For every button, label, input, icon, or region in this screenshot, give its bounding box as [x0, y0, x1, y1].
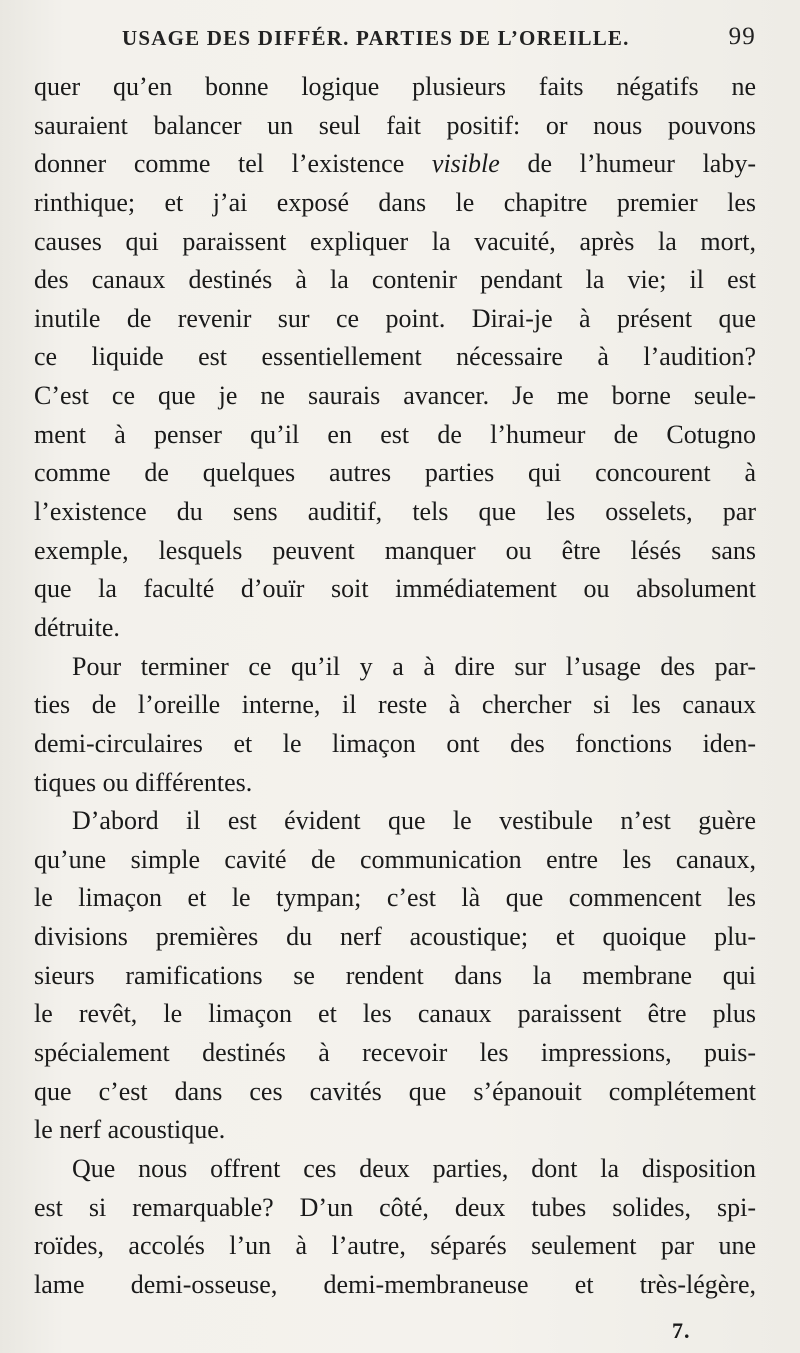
text-segment: donner comme tel l’existence — [34, 149, 432, 179]
text-line: inutile de revenir sur ce point. Dirai-je à présent que — [34, 303, 756, 333]
text-line: C’est ce que je ne saurais avancer. Je me borne seule- — [34, 381, 756, 411]
body-text — [34, 68, 756, 1305]
text-line: sauraient balancer un seul fait positif: or nous pouvons — [34, 110, 756, 140]
text-line: lame demi-osseuse, demi-membraneuse et très-légère, — [34, 1269, 756, 1299]
text-line: roïdes, accolés l’un à l’autre, séparés seulement par une — [34, 1231, 756, 1261]
text-line: sieurs ramifications se rendent dans la membrane qui — [34, 960, 756, 990]
paragraph-end-line: le nerf acoustique. — [34, 1115, 226, 1145]
text-line: est si remarquable? D’un côté, deux tubes solides, spi- — [34, 1192, 756, 1222]
text-line: ment à penser qu’il en est de l’humeur de Cotugno — [34, 419, 756, 449]
emphasized-word: visible — [431, 149, 500, 179]
paragraph-start-line: Que nous offrent ces deux parties, dont la disposition — [72, 1153, 756, 1183]
text-line: des canaux destinés à la contenir pendant la vie; il est — [34, 265, 756, 295]
text-line: demi-circulaires et le limaçon ont des fonctions iden- — [34, 728, 756, 758]
paragraph-end-line: détruite. — [34, 612, 120, 642]
paragraph-start-line: Pour terminer ce qu’il y a à dire sur l’usage des par- — [72, 651, 756, 681]
text-line: divisions premières du nerf acoustique; et quoique plu- — [34, 922, 756, 952]
text-line: que la faculté d’ouïr soit immédiatement ou absolument — [34, 574, 756, 604]
text-line: quer qu’en bonne logique plusieurs faits négatifs ne — [34, 72, 756, 101]
text-line: spécialement destinés à recevoir les impressions, puis- — [34, 1038, 756, 1068]
text-line: causes qui paraissent expliquer la vacuité, après la mort, — [34, 226, 756, 256]
text-line: l’existence du sens auditif, tels que les osselets, par — [34, 497, 756, 527]
text-line: rinthique; et j’ai exposé dans le chapitre premier les — [34, 187, 756, 217]
text-line: ce liquide est essentiellement nécessaire à l’audition? — [34, 342, 756, 372]
paragraph-start-line: D’abord il est évident que le vestibule n’est guère — [72, 806, 756, 836]
running-head — [122, 23, 756, 56]
running-title: USAGE DES DIFFÉR. PARTIES DE L’OREILLE. — [122, 26, 630, 50]
paragraph-end-line: tiques ou différentes. — [34, 767, 253, 797]
text-line: comme de quelques autres parties qui concourent à — [34, 458, 756, 488]
text-line: ties de l’oreille interne, il reste à chercher si les canaux — [34, 690, 756, 720]
text-line: que c’est dans ces cavités que s’épanouit complétement — [34, 1076, 756, 1106]
signature-mark: 7. — [672, 1318, 691, 1343]
text-line: exemple, lesquels peuvent manquer ou être lésés sans — [34, 535, 756, 565]
text-line: le limaçon et le tympan; c’est là que commencent les — [34, 883, 756, 913]
text-line — [34, 145, 756, 184]
page-number: 99 — [728, 23, 756, 50]
text-line: le revêt, le limaçon et les canaux paraissent être plus — [34, 999, 756, 1029]
text-line: qu’une simple cavité de communication entre les canaux, — [34, 844, 756, 874]
text-segment: de l’humeur laby- — [499, 149, 757, 179]
